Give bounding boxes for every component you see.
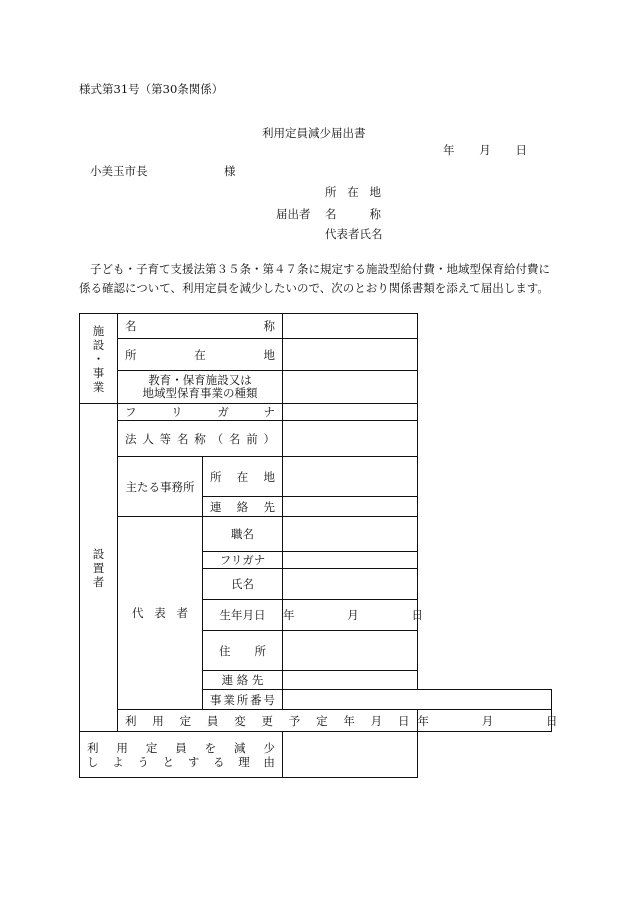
form-number: 様式第31号（第30条関係） — [79, 82, 224, 96]
rep-name-field[interactable] — [283, 569, 418, 600]
char: 名 — [176, 431, 189, 446]
char: を — [204, 740, 217, 755]
char: 定 — [179, 713, 192, 728]
char: 在 — [236, 469, 249, 484]
corporation-name-label — [118, 421, 283, 457]
char: 連 — [210, 499, 222, 514]
birth-year: 年 — [283, 608, 295, 622]
rep-birthdate-label: 生年月日 — [203, 600, 283, 631]
change-date-label — [118, 710, 418, 732]
char: る — [213, 754, 225, 769]
char: 称 — [263, 319, 275, 333]
date-month: 月 — [479, 143, 491, 157]
char: フ — [125, 405, 137, 419]
reduction-reason-label — [80, 732, 283, 778]
rep-furigana-field[interactable] — [283, 552, 418, 569]
char: ガ — [217, 405, 229, 419]
facility-type-line1: 教育・保育施設又は — [148, 373, 252, 387]
rep-name-label: 氏名 — [203, 569, 283, 600]
facility-section-header — [80, 314, 118, 404]
char: ナ — [263, 405, 275, 419]
addressee: 小美玉市長 — [90, 164, 148, 178]
date-day: 日 — [515, 143, 527, 157]
char: 減 — [234, 740, 246, 755]
office-address-field[interactable] — [283, 457, 418, 497]
char: 前 — [246, 431, 258, 446]
change-month: 月 — [481, 713, 494, 728]
rep-title-label: 職名 — [203, 517, 283, 552]
char: 事 — [92, 365, 105, 380]
char: よ — [112, 754, 124, 769]
char: 法 — [125, 431, 137, 446]
char: 在 — [194, 347, 206, 362]
char: 少 — [263, 740, 275, 755]
char: 施 — [92, 323, 105, 338]
char: う — [137, 754, 149, 769]
office-number-label — [203, 690, 283, 710]
facility-type-line2: 地域型保育事業の種類 — [142, 386, 258, 400]
reduction-reason-field[interactable] — [283, 732, 418, 778]
char: ・ — [92, 351, 105, 366]
submission-date — [443, 142, 527, 158]
char: 代 — [132, 606, 144, 620]
char: 員 — [175, 740, 187, 755]
notifier-name-label — [325, 206, 381, 222]
change-date-field[interactable] — [417, 710, 558, 732]
char: 地 — [263, 347, 275, 362]
char: 所 — [236, 692, 249, 707]
char: 由 — [263, 754, 275, 769]
date-year: 年 — [443, 143, 455, 157]
char: 在 — [347, 185, 359, 199]
office-contact-label — [203, 497, 283, 517]
char: 日 — [397, 713, 410, 728]
founder-section-header — [80, 404, 118, 732]
change-day: 日 — [546, 713, 558, 728]
char: 表 — [154, 606, 166, 620]
char: 変 — [234, 713, 246, 728]
char: 住 — [219, 643, 231, 658]
furigana-label — [118, 404, 283, 421]
intro-paragraph — [79, 260, 551, 298]
corporation-name-field[interactable] — [283, 421, 418, 457]
char: 地 — [263, 469, 275, 484]
char: 予 — [288, 713, 301, 728]
char: 置 — [92, 560, 105, 575]
char: 年 — [343, 713, 355, 728]
addressee-honorific: 様 — [224, 164, 236, 178]
office-address-label — [203, 457, 283, 497]
birth-month: 月 — [347, 608, 359, 622]
rep-title-field[interactable] — [283, 517, 418, 552]
char: 先 — [263, 499, 275, 514]
birth-day: 日 — [411, 608, 423, 622]
char: 所 — [325, 185, 337, 199]
char: 所 — [254, 643, 266, 658]
facility-address-field[interactable] — [283, 339, 418, 371]
char: 名 — [325, 207, 337, 221]
char: 者 — [176, 606, 188, 620]
char: 理 — [238, 754, 250, 769]
rep-contact-label: 連 絡 先 — [203, 671, 283, 690]
rep-address-field[interactable] — [283, 631, 418, 671]
char: 番 — [250, 692, 262, 707]
intro-text: 子ども・子育て支援法第３５条・第４７条に規定する施設型給付費・地域型保育給付費に係る確認について、利用定員を減少したいので、次のとおり関係書類を添えて届出します。 — [79, 262, 550, 295]
char: 設 — [92, 546, 105, 561]
char: す — [187, 754, 200, 769]
char: 人 — [142, 431, 154, 446]
char: 用 — [152, 713, 164, 728]
notifier-representative-label: 代表者氏名 — [325, 227, 383, 241]
facility-address-label — [118, 339, 283, 371]
facility-name-label — [118, 314, 283, 339]
char: 業 — [223, 692, 235, 707]
char: 称 — [369, 207, 381, 221]
char: 設 — [92, 337, 105, 352]
rep-furigana-label: フリガナ — [203, 552, 283, 569]
char: ） — [263, 431, 275, 446]
char: （ — [211, 431, 224, 446]
char: 地 — [369, 185, 381, 199]
notifier-address-label — [325, 184, 381, 200]
facility-type-label — [118, 371, 283, 404]
char: リ — [171, 405, 183, 419]
char: 用 — [116, 740, 128, 755]
char: 業 — [92, 379, 105, 394]
char: 更 — [261, 713, 273, 728]
char: 利 — [87, 740, 99, 755]
notifier-label: 届出者 — [276, 207, 311, 221]
char: 等 — [159, 431, 172, 446]
facility-name-field[interactable] — [283, 314, 418, 339]
char: 所 — [125, 347, 137, 362]
char: 月 — [370, 713, 383, 728]
rep-contact-field[interactable] — [283, 671, 418, 690]
main-office-label: 主たる事務所 — [118, 457, 203, 517]
char: 定 — [316, 713, 328, 728]
notification-form-table — [79, 313, 558, 778]
char: 者 — [92, 574, 105, 589]
char: 号 — [263, 692, 275, 707]
facility-type-field[interactable] — [283, 371, 418, 404]
representative-label — [118, 517, 203, 710]
char: 名 — [125, 319, 137, 333]
char: 利 — [125, 713, 137, 728]
rep-birthdate-field[interactable] — [283, 600, 423, 631]
furigana-field[interactable] — [283, 404, 418, 421]
char: し — [87, 754, 99, 769]
char: と — [162, 754, 175, 769]
char: 員 — [206, 713, 219, 728]
document-title: 利用定員減少届出書 — [262, 126, 366, 140]
char: 定 — [145, 740, 158, 755]
char: 事 — [210, 692, 222, 707]
change-year: 年 — [417, 713, 429, 728]
char: 名 — [228, 431, 241, 446]
char: 所 — [210, 469, 222, 484]
office-number-field[interactable] — [283, 690, 552, 710]
char: 称 — [194, 431, 206, 446]
char: 絡 — [236, 499, 249, 514]
office-contact-field[interactable] — [283, 497, 418, 517]
rep-address-label — [203, 631, 283, 671]
